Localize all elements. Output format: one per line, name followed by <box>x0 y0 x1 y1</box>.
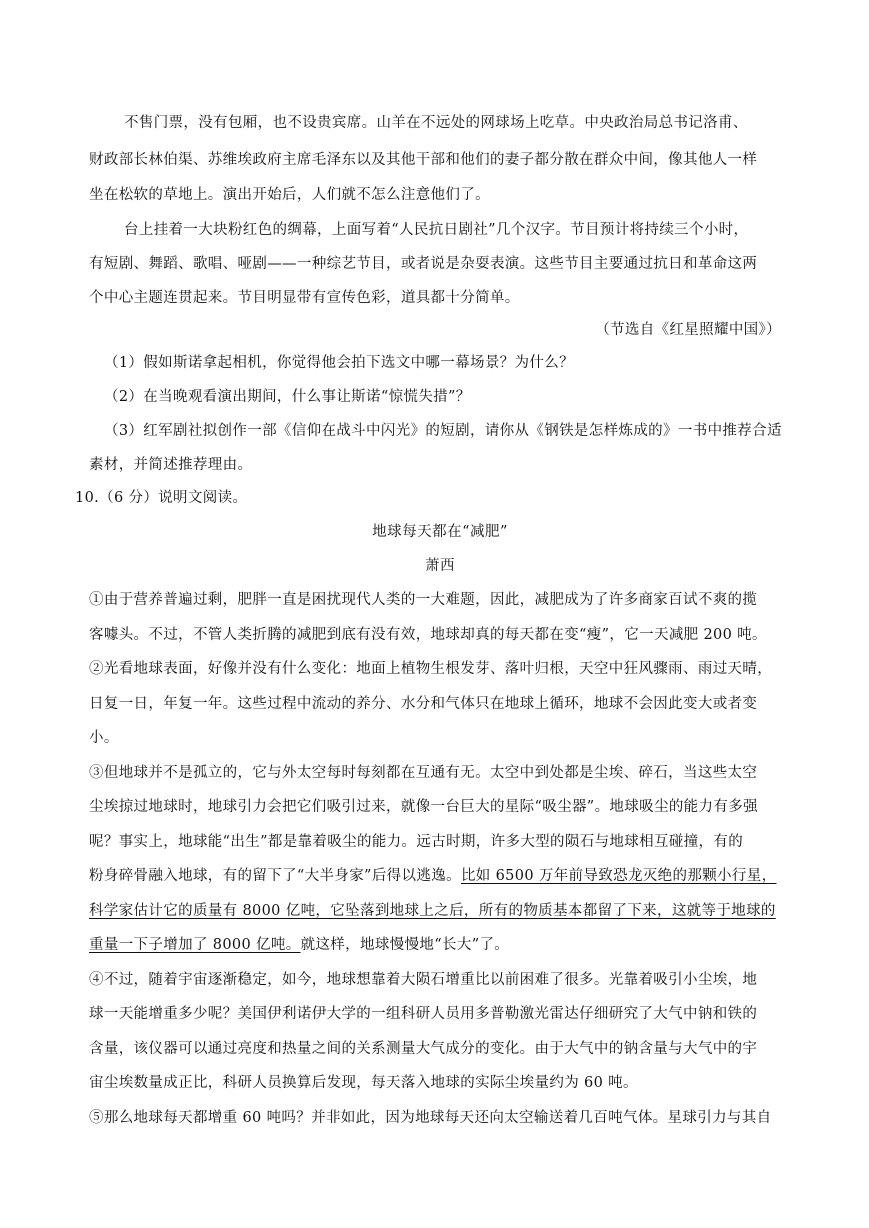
para4-line1: ④不过，随着宇宙逐渐稳定，如今，地球想靠着大陨石增重比以前困难了很多。光靠着吸引小尘埃，地 <box>89 972 758 988</box>
para3-line3: 呢？事实上，地球能“出生”都是靠着吸尘的能力。远古时期，许多大型的陨石与地球相互碰撞，有的 <box>89 834 744 850</box>
para3-line1: ③但地球并不是孤立的，它与外太空每时每刻都在互通有无。太空中到处都是尘埃、碎石，当这些太空 <box>89 765 758 781</box>
para3-line6 <box>89 935 791 955</box>
para2-line2: 日复一日，年复一年。这些过程中流动的养分、水分和气体只在地球上循环，地球不会因此变大或者变 <box>89 696 758 712</box>
para1-line1: ①由于营养普遍过剩，肥胖一直是困扰现代人类的一大难题，因此，减肥成为了许多商家百试不爽的揽 <box>89 592 758 608</box>
article-author: 萧西 <box>425 558 455 574</box>
para4-line3: 含量，该仪器可以通过亮度和热量之间的关系测量大气成分的变化。由于大气中的钠含量与大气中的宇 <box>89 1041 758 1057</box>
question-2: （2）在当晚观看演出期间，什么事让斯诺“惊慌失措”？ <box>104 389 471 405</box>
passage-a-p1-line3: 坐在松软的草地上。演出开始后，人们就不怎么注意他们了。 <box>89 187 490 203</box>
para3-underlined-middle: 科学家估计它的质量有 8000 亿吨，它坠落到地球上之后，所有的物质基本都留了下来，这就等于地球的 <box>89 903 776 919</box>
article-title: 地球每天都在“减肥” <box>372 524 508 540</box>
para5-line1: ⑤那么地球每天都增重 60 吨吗？并非如此，因为地球每天还向太空输送着几百吨气体。星球引力与其自 <box>89 1110 772 1126</box>
para3-line4 <box>89 866 791 886</box>
para2-line1: ②光看地球表面，好像并没有什么变化：地面上植物生根发芽、落叶归根，天空中狂风骤雨、雨过天晴， <box>89 661 773 677</box>
passage-a-p2-line1: 台上挂着一大块粉红色的绸幕，上面写着“人民抗日剧社”几个汉字。节目预计将持续三个小时， <box>124 222 749 238</box>
question-3-line1: （3）红军剧社拟创作一部《信仰在战斗中闪光》的短剧，请你从《钢铁是怎样炼成的》一书中推荐合适 <box>104 423 782 439</box>
passage-a-p1-line2: 财政部长林伯渠、苏维埃政府主席毛泽东以及其他干部和他们的妻子都分散在群众中间，像其他人一样 <box>89 152 758 168</box>
para4-line2: 球一天能增重多少呢？美国伊利诺伊大学的一组科研人员用多普勒激光雷达仔细研究了大气中钠和铁的 <box>89 1006 758 1022</box>
para3-line6-plain: 就这样，地球慢慢地“长大”了。 <box>300 937 510 953</box>
para2-line3: 小。 <box>89 730 119 746</box>
question-1: （1）假如斯诺拿起相机，你觉得他会拍下选文中哪一幕场景？为什么？ <box>104 355 574 371</box>
question-3-line2: 素材，并简述推荐理由。 <box>89 457 253 473</box>
passage-a-p1-line1: 不售门票，没有包厢，也不设贵宾席。山羊在不远处的网球场上吃草。中央政治局总书记洛甫、 <box>124 115 748 131</box>
passage-a-p2-line2: 有短剧、舞蹈、歌唱、哑剧——一种综艺节目，或者说是杂耍表演。这些节目主要通过抗日和革命这两 <box>89 256 758 272</box>
passage-a-source: （节选自《红星照耀中国》） <box>595 322 781 338</box>
passage-a-p2-line3: 个中心主题连贯起来。节目明显带有宣传色彩，道具都十分简单。 <box>89 290 520 306</box>
para3-underlined-start: 比如 6500 万年前导致恐龙灭绝的那颗小行星， <box>460 868 777 884</box>
para3-underlined-end: 重量一下子增加了 8000 亿吨。 <box>89 937 301 953</box>
para3-line2: 尘埃掠过地球时，地球引力会把它们吸引过来，就像一台巨大的星际“吸尘器”。地球吸尘的能力有多强 <box>89 799 758 815</box>
para1-line2: 客噱头。不过，不管人类折腾的减肥到底有没有效，地球却真的每天都在变“瘦”，它一天减肥 200 吨。 <box>89 627 767 643</box>
question-10-heading: 10.（6 分）说明文阅读。 <box>75 490 248 506</box>
para4-line4: 宙尘埃数量成正比，科研人员换算后发现，每天落入地球的实际尘埃量约为 60 吨。 <box>89 1075 638 1091</box>
para3-line4-plain: 粉身碎骨融入地球，有的留下了“大半身家”后得以逃逸。 <box>89 868 461 884</box>
